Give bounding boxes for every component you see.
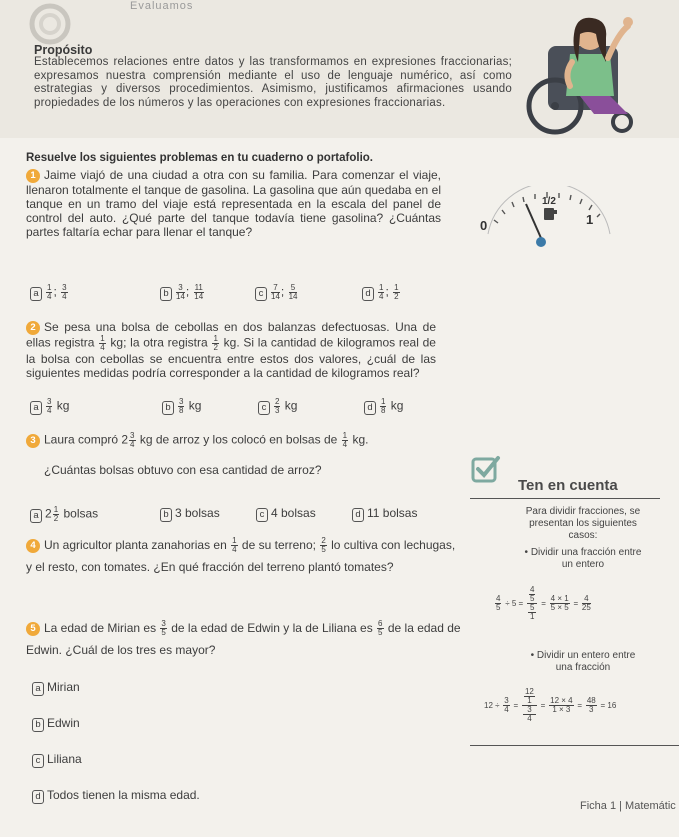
p1-option-b[interactable]: b $\frac{3}{14}$ ; $\frac{11}{14}$ xyxy=(160,284,205,301)
tip-case-1: • Dividir una fracción entre un entero xyxy=(524,547,642,570)
problem-2: 2 Se pesa una bolsa de cebollas en dos balanzas defectuosas. Una de ellas registra $\frac{1}{4}$ kg; la otra registra $\frac{1}{2}$ kg. Si la cantidad de kilogramos real de la bolsa con cebollas se encuentra entre estos dos valores, ¿cuál de las siguientes medidas podría corresponder a la cantidad de kilogramos real? xyxy=(26,320,436,380)
gauge-full-label: 1 xyxy=(586,212,594,227)
tip-equation-1: $\frac{4}{5}$ ÷ 5 = 4 5 5 1 = $\frac{4 \times 1}{5 \times 5}$ = $\frac{4}{25}$ xyxy=(496,585,591,621)
p3-option-c[interactable]: c 4 bolsas xyxy=(256,506,316,522)
tip-panel-divider xyxy=(470,498,660,499)
p1-option-a[interactable]: a $\frac{1}{4}$ ; $\frac{3}{4}$ xyxy=(30,284,69,301)
problem-4: 4 Un agricultor planta zanahorias en $\frac{1}{4}$ de su terreno; $\frac{2}{5}$ lo cultiva con lechugas, y el resto, con tomates. ¿En qué fracción del terreno plantó tomates? xyxy=(26,536,456,574)
purpose-title: Propósito xyxy=(34,43,93,57)
problem-3: 3 Laura compró 2 $\frac{3}{4}$ kg de arroz y los colocó en bolsas de $\frac{1}{4}$ kg. xyxy=(26,432,466,449)
girl-wheelchair-illustration-icon xyxy=(510,4,670,136)
p5-option-b[interactable]: b Edwin xyxy=(32,716,80,732)
problem-3-question: ¿Cuántas bolsas obtuvo con esa cantidad de arroz? xyxy=(44,463,322,477)
tip-intro: Para dividir fracciones, se presentan los siguientes casos: xyxy=(525,506,641,541)
p5-option-a[interactable]: a Mirian xyxy=(32,680,80,696)
instructions: Resuelve los siguientes problemas en tu cuaderno o portafolio. xyxy=(26,152,373,164)
p3-option-b[interactable]: b 3 bolsas xyxy=(160,506,220,522)
problem-text: Jaime viajó de una ciudad a otra con su familia. Para comenzar el viaje, llenaron totalmente el tanque de gasolina. La gasolina que aún quedaba en el tanque en un tramo del viaje está representada en la escala del panel de control del auto. ¿Qué parte del tanque todavía tiene gasolina? ¿Cuántas partes faltaría echar para llenar el tanque? xyxy=(26,168,441,239)
check-icon xyxy=(470,454,502,484)
p2-option-d[interactable]: d $\frac{1}{8}$ kg xyxy=(364,398,403,415)
p2-option-a[interactable]: a $\frac{3}{4}$ kg xyxy=(30,398,69,415)
p5-option-c[interactable]: c Liliana xyxy=(32,752,82,768)
tip-equation-2: 12 ÷ $\frac{3}{4}$ = 12 1 3 4 = $\frac{12 \times 4}{1 \times 3}$ = $\frac{48}{3}$ = 16 xyxy=(484,687,617,723)
header-topline: Evaluamos xyxy=(130,0,194,12)
p3-option-d[interactable]: d 11 bolsas xyxy=(352,506,417,522)
tip-panel-title: Ten en cuenta xyxy=(518,477,618,494)
problem-1 xyxy=(26,168,441,239)
page-footer: Ficha 1 | Matemátic xyxy=(580,800,676,812)
tip-panel-bottom-divider xyxy=(470,745,679,746)
gauge-half-label: 1/2 xyxy=(542,196,556,207)
swirl-decoration-icon xyxy=(26,2,74,48)
tip-case-2: • Dividir un entero entre una fracción xyxy=(530,650,636,673)
gauge-empty-label: 0 xyxy=(480,218,488,233)
p1-option-c[interactable]: c $\frac{7}{14}$ ; $\frac{5}{14}$ xyxy=(255,284,298,301)
problem-number: 1 xyxy=(26,169,40,183)
p2-option-b[interactable]: b $\frac{3}{8}$ kg xyxy=(162,398,201,415)
purpose-text: Establecemos relaciones entre datos y las transformamos en expresiones fraccionarias; expresamos nuestra comprensión mediante el uso de lenguaje numérico, así como estrategias y diversos procedimientos. Asimismo, justificamos afirmaciones usando propiedades de los números y las operaciones con expresiones fraccionarias. xyxy=(34,56,512,109)
p3-option-a[interactable]: a 2 $\frac{1}{2}$ bolsas xyxy=(30,506,98,523)
p1-option-d[interactable]: d $\frac{1}{4}$ ; $\frac{1}{2}$ xyxy=(362,284,401,301)
p2-option-c[interactable]: c $\frac{2}{3}$ kg xyxy=(258,398,297,415)
p5-option-d[interactable]: d Todos tienen la misma edad. xyxy=(32,788,200,804)
problem-5: 5 La edad de Mirian es $\frac{3}{5}$ de la edad de Edwin y la de Liliana es $\frac{6}{5}$ de la edad de Edwin. ¿Cuál de los tres es mayor? xyxy=(26,619,461,657)
